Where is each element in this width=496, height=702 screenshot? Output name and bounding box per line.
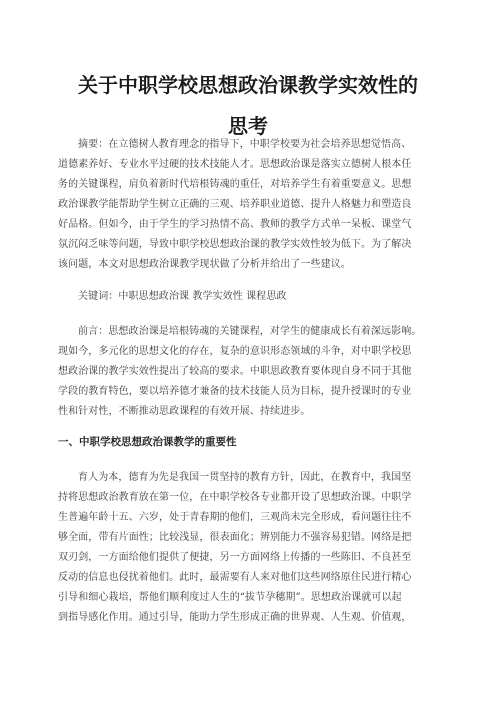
text-line: 引导和细心栽培，帮他们顺利度过人生的“拔节孕穗期”。思想政治课就可以起 [58, 592, 402, 603]
text-line: 反动的信息也侵扰着他们。此时，最需要有人来对他们这些网络原住民进行精心 [58, 572, 412, 583]
text-line: 生普遍年龄十五、六岁，处于青春期的他们，三观尚未完全形成，看问题往往不 [58, 512, 412, 523]
abstract-paragraph [58, 135, 440, 275]
text-line: 前言：思想政治课是培根铸魂的关键课程，对学生的健康成长有着深远影响。 [78, 326, 422, 337]
document-title-line-1: 关于中职学校思想政治课教学实效性的 [78, 73, 418, 97]
keywords-paragraph [58, 287, 440, 307]
text-line: 该问题，本文对思想政治课教学现状做了分析并给出了一些建议。 [58, 259, 351, 270]
text-line: 性和针对性，不断推动思政课程的有效开展、持续进步。 [58, 406, 311, 417]
text-line: 双刃剑，一方面给他们提供了便捷，另一方面网络上传播的一些陈旧、不良甚至 [58, 552, 412, 563]
keywords-line: 关键词：中职思想政治课 教学实效性 课程思政 [78, 291, 287, 302]
text-line: 氛沉闷乏味等问题，导致中职学校思想政治课的教学实效性较为低下。为了解决 [58, 239, 412, 250]
intro-paragraph [58, 322, 440, 422]
text-line: 务的关键课程，肩负着新时代培根铸魂的重任，对培养学生有着重要意义。思想 [58, 179, 412, 190]
text-line: 持将思想政治教育放在第一位，在中职学校各专业都开设了思想政治课。中职学 [58, 492, 412, 503]
text-line: 够全面，带有片面性；比较浅显，很表面化；辨别能力不强容易犯错。网络是把 [58, 532, 412, 543]
text-line: 到指导感化作用。通过引导，能助力学生形成正确的世界观、人生观、价值观， [58, 612, 412, 623]
text-line: 育人为本，德育为先是我国一贯坚持的教育方针，因此，在教育中，我国坚 [78, 472, 412, 483]
section-1-heading: 一、中职学校思想政治课教学的重要性 [58, 436, 237, 448]
document-title-line-2: 思考 [228, 114, 268, 138]
text-line: 好品格。但如今，由于学生的学习热情不高、教师的教学方式单一呆板、课堂气 [58, 219, 412, 230]
text-line: 学段的教育特色，要以培养德才兼备的技术技能人员为目标，提升授课时的专业 [58, 386, 412, 397]
text-line: 政治课教学能帮助学生树立正确的三观、培养职业道德、提升人格魅力和塑造良 [58, 199, 412, 210]
section-1-paragraph [58, 468, 440, 628]
text-line: 想政治课的教学实效性提出了较高的要求。中职思政教育要体现自身不同于其他 [58, 366, 412, 377]
text-line: 摘要：在立德树人教育理念的指导下，中职学校要为社会培养思想觉悟高、 [78, 139, 412, 150]
text-line: 道德素养好、专业水平过硬的技术技能人才。思想政治课是落实立德树人根本任 [58, 159, 412, 170]
text-line: 现如今，多元化的思想文化的存在，复杂的意识形态领域的斗争，对中职学校思 [58, 346, 412, 357]
